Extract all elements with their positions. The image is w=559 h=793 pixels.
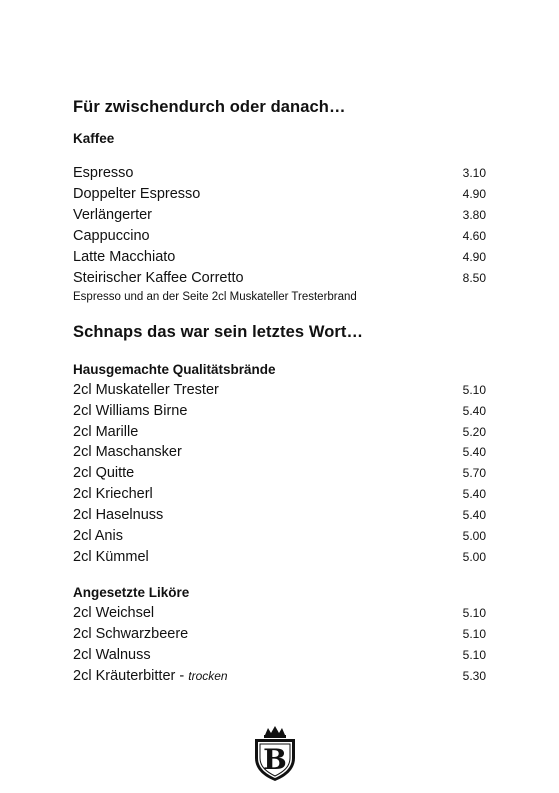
menu-item — [73, 228, 486, 249]
item-name-wrap — [73, 668, 228, 684]
subtitle-likoere: Angesetzte Liköre — [73, 585, 190, 600]
menu-item — [73, 528, 486, 549]
crest-logo-icon — [251, 726, 299, 782]
menu-item — [73, 549, 486, 570]
menu-item — [73, 626, 486, 647]
item-price: 5.10 — [462, 383, 486, 397]
item-price: 8.50 — [462, 271, 486, 285]
item-price: 5.40 — [462, 404, 486, 418]
item-price: 5.20 — [462, 425, 486, 439]
menu-item — [73, 424, 486, 445]
subtitle-kaffee: Kaffee — [73, 131, 115, 146]
menu-item — [73, 486, 486, 507]
item-name: Latte Macchiato — [73, 249, 176, 265]
item-name: 2cl Marille — [73, 424, 139, 440]
item-price: 5.40 — [462, 487, 486, 501]
item-price: 4.90 — [462, 187, 486, 201]
menu-item — [73, 668, 486, 689]
item-name: Verlängerter — [73, 207, 152, 223]
menu-item — [73, 507, 486, 528]
menu-item — [73, 465, 486, 486]
menu-item — [73, 382, 486, 403]
item-price: 5.10 — [462, 648, 486, 662]
item-price: 5.40 — [462, 445, 486, 459]
item-name: 2cl Schwarzbeere — [73, 626, 189, 642]
item-price: 3.10 — [462, 166, 486, 180]
item-price: 5.40 — [462, 508, 486, 522]
item-price: 5.10 — [462, 627, 486, 641]
item-name: 2cl Williams Birne — [73, 403, 188, 419]
item-name: 2cl Weichsel — [73, 605, 155, 621]
item-price: 5.00 — [462, 550, 486, 564]
menu-item — [73, 270, 486, 291]
menu-item — [73, 207, 486, 228]
item-name: Espresso — [73, 165, 134, 181]
section-title-coffee: Für zwischendurch oder danach… — [73, 98, 346, 116]
item-price: 5.70 — [462, 466, 486, 480]
subtitle-qualitaetsbraende: Hausgemachte Qualitätsbrände — [73, 362, 276, 377]
item-name: 2cl Haselnuss — [73, 507, 164, 523]
item-price: 3.80 — [462, 208, 486, 222]
item-name: Steirischer Kaffee Corretto — [73, 270, 244, 286]
menu-item — [73, 249, 486, 270]
item-price: 4.60 — [462, 229, 486, 243]
menu-item — [73, 403, 486, 424]
menu-item — [73, 186, 486, 207]
item-name: 2cl Anis — [73, 528, 123, 544]
item-price: 5.00 — [462, 529, 486, 543]
item-price: 5.30 — [462, 669, 486, 683]
item-name: 2cl Walnuss — [73, 647, 151, 663]
item-name: 2cl Kriecherl — [73, 486, 153, 502]
item-name: 2cl Muskateller Trester — [73, 382, 219, 398]
item-name: 2cl Maschansker — [73, 444, 182, 460]
logo-letter: B — [263, 743, 287, 776]
item-name: 2cl Kümmel — [73, 549, 149, 565]
item-price: 5.10 — [462, 606, 486, 620]
item-name: 2cl Quitte — [73, 465, 135, 481]
item-description: Espresso und an der Seite 2cl Muskateller Tresterbrand — [73, 291, 357, 303]
item-name: 2cl Kräuterbitter - — [73, 668, 189, 684]
menu-item — [73, 444, 486, 465]
item-price: 4.90 — [462, 250, 486, 264]
menu-item — [73, 605, 486, 626]
item-name: Cappuccino — [73, 228, 150, 244]
item-note: trocken — [188, 669, 228, 683]
item-name: Doppelter Espresso — [73, 186, 201, 202]
menu-item — [73, 165, 486, 186]
section-title-schnaps: Schnaps das war sein letztes Wort… — [73, 323, 364, 341]
menu-item — [73, 647, 486, 668]
